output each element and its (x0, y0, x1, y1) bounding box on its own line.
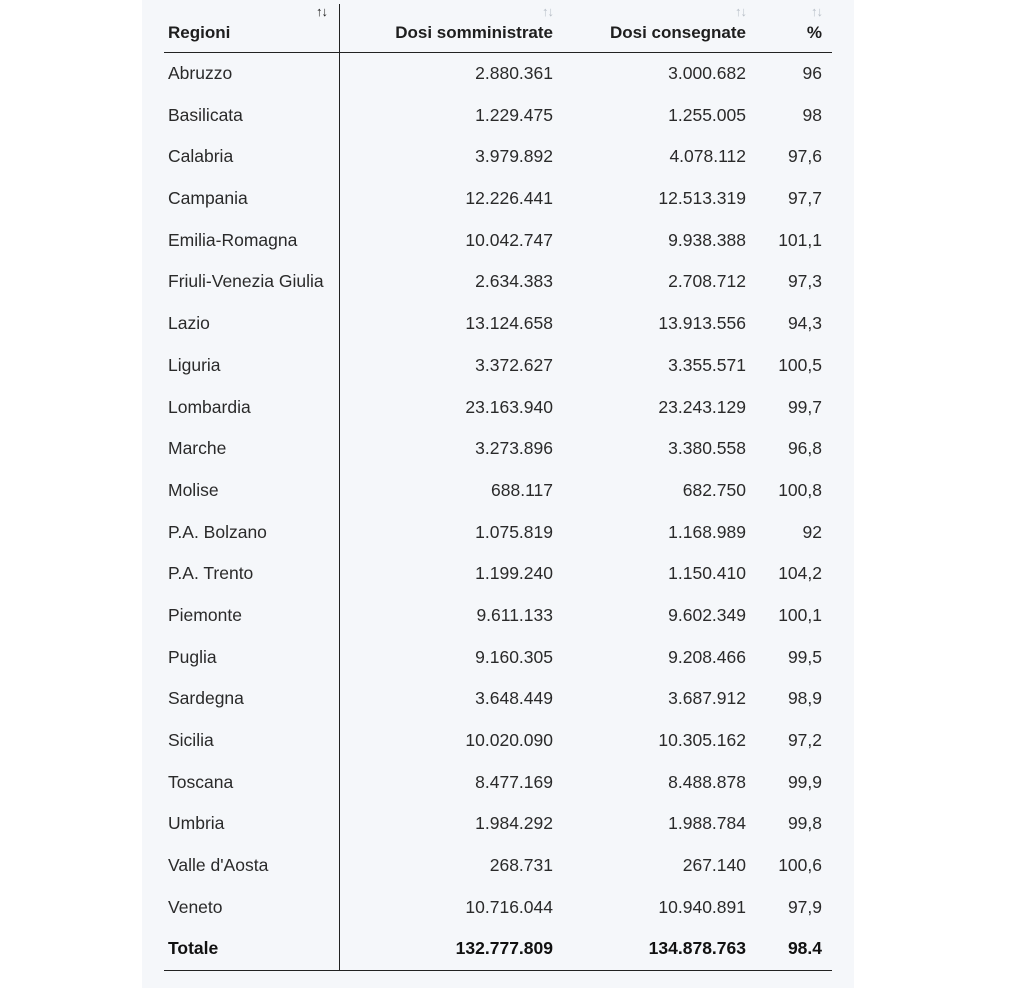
cell-regione: Sardegna (168, 688, 244, 709)
cell-percentuale: 97,9 (787, 896, 822, 917)
cell-regione: Totale (168, 938, 219, 959)
cell-somministrate: 1.199.240 (475, 563, 553, 584)
cell-somministrate: 268.731 (489, 855, 553, 876)
header-regioni[interactable] (168, 0, 338, 52)
cell-regione: Calabria (168, 146, 234, 167)
cell-percentuale: 104,2 (778, 563, 822, 584)
cell-somministrate: 2.880.361 (475, 63, 553, 83)
cell-somministrate: 10.020.090 (465, 730, 553, 750)
table-row (164, 470, 832, 512)
table-row (164, 720, 832, 762)
cell-percentuale: 100,5 (778, 354, 822, 375)
sort-icon[interactable]: ↑↓ (735, 4, 746, 19)
table-body (164, 53, 832, 971)
cell-consegnate: 9.602.349 (668, 604, 746, 625)
table-row (164, 387, 832, 429)
cell-regione: Abruzzo (168, 63, 233, 83)
cell-consegnate: 4.078.112 (669, 146, 746, 167)
cell-regione: P.A. Trento (168, 563, 254, 584)
table-row (164, 428, 832, 470)
cell-percentuale: 97,3 (787, 271, 822, 292)
cell-consegnate: 23.243.129 (658, 396, 746, 417)
cell-percentuale: 100,1 (778, 604, 822, 625)
cell-percentuale: 98 (802, 104, 822, 125)
cell-somministrate: 10.042.747 (465, 229, 553, 250)
table-row (164, 678, 832, 720)
cell-somministrate: 132.777.809 (455, 938, 553, 959)
cell-somministrate: 3.273.896 (475, 438, 553, 459)
header-percentuale[interactable] (746, 0, 822, 52)
table-row (164, 178, 832, 220)
table-row (164, 553, 832, 595)
cell-percentuale: 101,1 (778, 229, 822, 250)
cell-regione: Friuli-Venezia Giulia (168, 271, 324, 292)
cell-percentuale: 97,7 (787, 188, 822, 209)
cell-regione: Sicilia (168, 730, 214, 750)
cell-percentuale: 92 (802, 521, 822, 542)
table-row (164, 887, 832, 929)
cell-percentuale: 100,6 (778, 855, 822, 876)
cell-percentuale: 98,9 (787, 688, 822, 709)
header-percentuale-label: % (806, 23, 822, 42)
vaccine-doses-table (164, 0, 832, 971)
cell-regione: Marche (168, 438, 227, 459)
cell-somministrate: 9.160.305 (475, 646, 553, 667)
cell-consegnate: 682.750 (682, 479, 746, 500)
sort-icon[interactable]: ↑↓ (811, 4, 822, 19)
cell-somministrate: 2.634.383 (475, 271, 553, 292)
header-dosi-somministrate[interactable] (340, 0, 553, 52)
cell-percentuale: 99,5 (787, 646, 822, 667)
table-row (164, 53, 832, 95)
table-row (164, 95, 832, 137)
cell-regione: Veneto (168, 896, 223, 917)
cell-regione: Lazio (168, 313, 210, 334)
header-consegnate-label: Dosi consegnate (609, 23, 746, 42)
cell-regione: Liguria (168, 354, 221, 375)
cell-consegnate: 267.140 (682, 855, 746, 876)
cell-percentuale: 94,3 (787, 313, 822, 334)
table-header (164, 0, 832, 53)
cell-consegnate: 1.150.410 (668, 563, 746, 584)
cell-somministrate: 9.611.133 (476, 604, 553, 625)
cell-regione: Puglia (168, 646, 217, 667)
column-divider (339, 4, 340, 970)
cell-consegnate: 134.878.763 (648, 938, 746, 959)
cell-somministrate: 13.124.658 (465, 313, 553, 334)
cell-regione: Campania (168, 188, 248, 209)
cell-consegnate: 10.940.891 (658, 896, 746, 917)
cell-percentuale: 96 (802, 63, 822, 83)
header-dosi-consegnate[interactable] (553, 0, 746, 52)
header-regioni-label: Regioni (168, 23, 231, 42)
table-row (164, 220, 832, 262)
cell-consegnate: 1.168.989 (668, 521, 746, 542)
cell-consegnate: 12.513.319 (658, 188, 746, 209)
table-row (164, 803, 832, 845)
cell-regione: Toscana (168, 771, 234, 792)
cell-somministrate: 1.984.292 (475, 813, 553, 834)
table-row (164, 345, 832, 387)
cell-somministrate: 1.229.475 (475, 104, 553, 125)
cell-consegnate: 8.488.878 (668, 771, 746, 792)
cell-somministrate: 3.979.892 (475, 146, 553, 167)
table-row (164, 637, 832, 679)
cell-regione: Valle d'Aosta (168, 855, 269, 876)
total-row (164, 928, 832, 971)
cell-consegnate: 1.988.784 (668, 813, 746, 834)
table-row (164, 261, 832, 303)
cell-somministrate: 12.226.441 (465, 188, 553, 209)
cell-percentuale: 100,8 (778, 479, 822, 500)
cell-regione: Piemonte (168, 604, 242, 625)
cell-percentuale: 99,7 (787, 396, 822, 417)
cell-percentuale: 96,8 (787, 438, 822, 459)
cell-somministrate: 23.163.940 (465, 396, 553, 417)
table-row (164, 595, 832, 637)
cell-consegnate: 13.913.556 (658, 313, 746, 334)
cell-regione: Basilicata (168, 104, 243, 125)
cell-regione: Molise (168, 479, 219, 500)
cell-percentuale: 97,6 (787, 146, 822, 167)
cell-consegnate: 1.255.005 (668, 104, 746, 125)
cell-somministrate: 3.372.627 (475, 354, 553, 375)
table-row (164, 136, 832, 178)
cell-regione: P.A. Bolzano (168, 521, 267, 542)
cell-consegnate: 3.355.571 (668, 354, 746, 375)
sort-icon[interactable]: ↑↓ (542, 4, 553, 19)
cell-percentuale: 99,9 (787, 771, 822, 792)
cell-percentuale: 99,8 (787, 813, 822, 834)
cell-percentuale: 98.4 (787, 938, 822, 959)
cell-regione: Emilia-Romagna (168, 229, 298, 250)
cell-somministrate: 3.648.449 (475, 688, 553, 709)
cell-consegnate: 2.708.712 (668, 271, 746, 292)
cell-consegnate: 3.380.558 (668, 438, 746, 459)
cell-consegnate: 9.938.388 (668, 229, 746, 250)
cell-consegnate: 3.687.912 (668, 688, 746, 709)
table-row (164, 512, 832, 554)
table-row (164, 762, 832, 804)
cell-somministrate: 10.716.044 (465, 896, 553, 917)
table-row (164, 845, 832, 887)
cell-regione: Umbria (168, 813, 225, 834)
cell-consegnate: 3.000.682 (668, 63, 746, 83)
sort-icon[interactable]: ↑↓ (316, 4, 327, 19)
header-somministrate-label: Dosi somministrate (395, 23, 553, 42)
cell-regione: Lombardia (168, 396, 251, 417)
cell-consegnate: 9.208.466 (668, 646, 746, 667)
table-row (164, 303, 832, 345)
cell-percentuale: 97,2 (787, 730, 822, 750)
cell-somministrate: 8.477.169 (475, 771, 553, 792)
cell-somministrate: 688.117 (491, 479, 553, 500)
cell-somministrate: 1.075.819 (475, 521, 553, 542)
cell-consegnate: 10.305.162 (658, 730, 746, 750)
